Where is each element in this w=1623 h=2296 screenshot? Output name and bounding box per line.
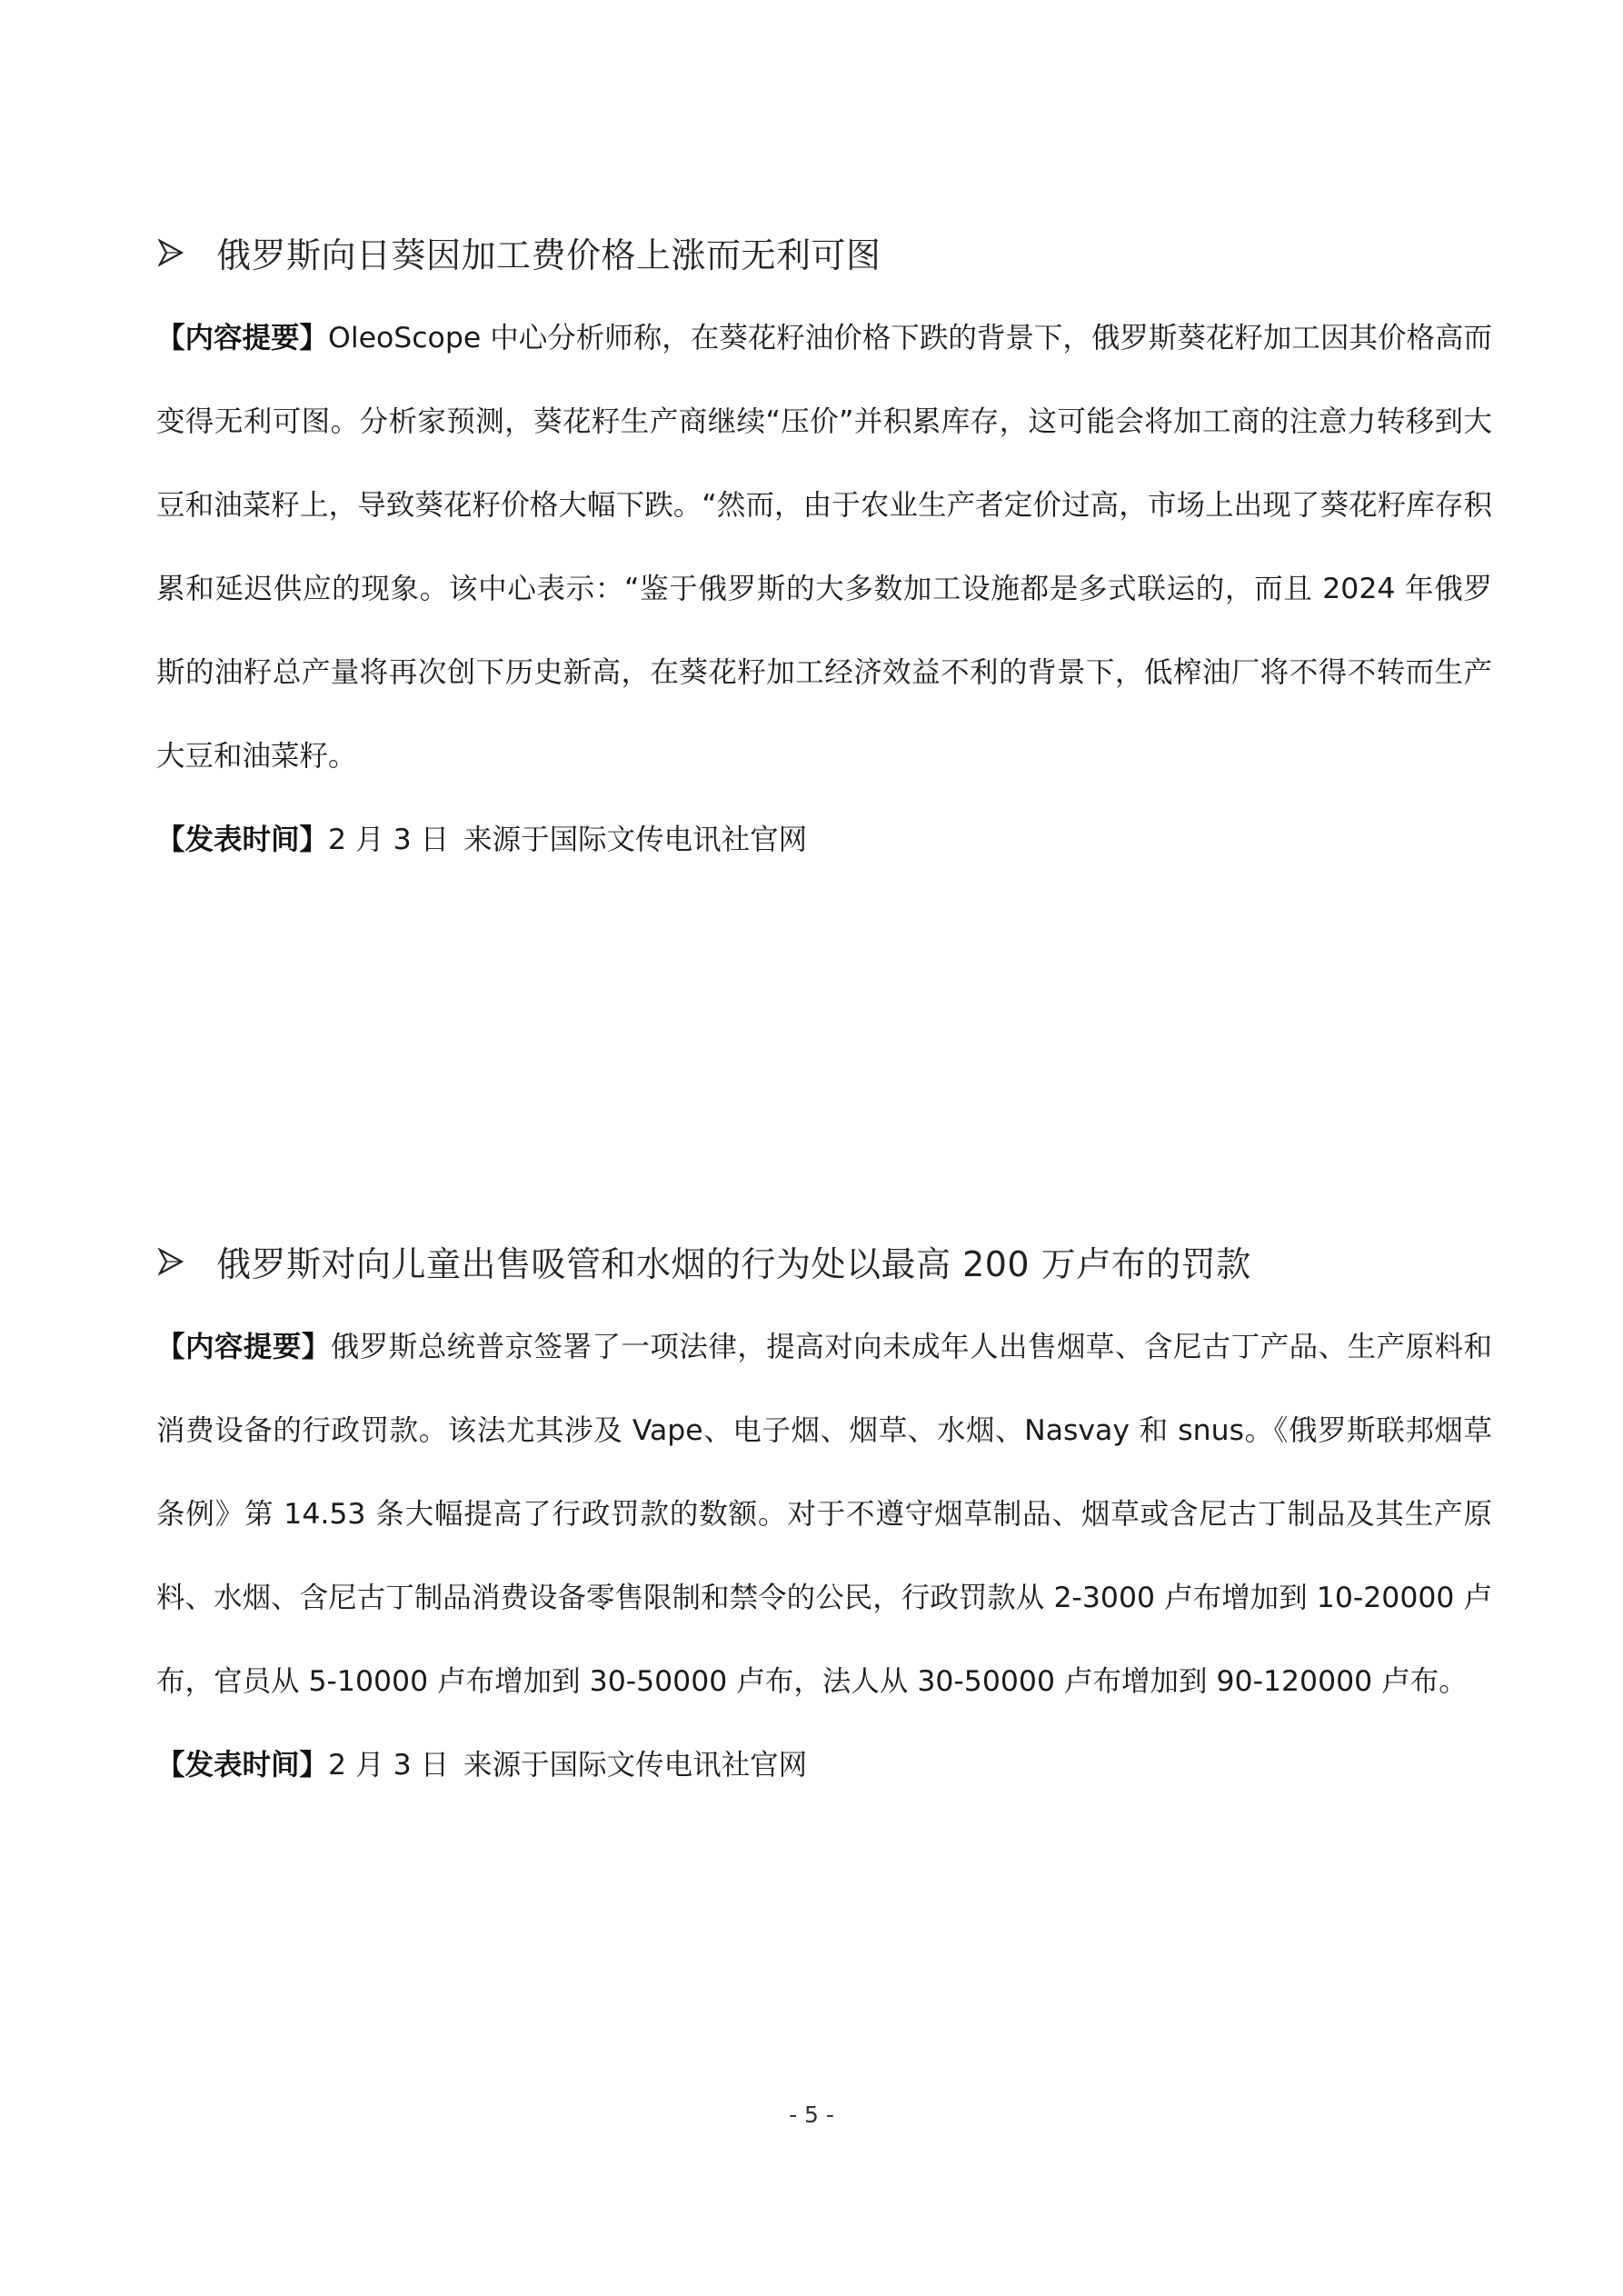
arrowhead-bullet-icon <box>158 239 184 266</box>
arrowhead-bullet-icon <box>158 1248 184 1275</box>
source-text: 来源于国际文传电讯社官网 <box>463 1749 808 1782</box>
summary-label: 【内容提要】 <box>156 322 329 354</box>
publish-date: 2 月 3 日 <box>328 824 450 856</box>
news-article-1 <box>156 218 1492 882</box>
summary-text: OleoScope 中心分析师称，在葵花籽油价格下跌的背景下，俄罗斯葵花籽加工因其价格高而变得无利可图。分析家预测，葵花籽生产商继续“压价”并积累库存，这可能会将加工商的注意力转移到大豆和油菜籽上，导致葵花籽价格大幅下跌。“然而，由于农业生产者定价过高，市场上出现了葵花籽库存积累和延迟供应的现象。该中心表示：“鉴于俄罗斯的大多数加工设施都是多式联运的，而且 2024 年俄罗斯的油籽总产量将再次创下历史新高，在葵花籽加工经济效益不利的背景下，低榨油厂将不得不转而生产大豆和油菜籽。 <box>156 322 1492 773</box>
date-label: 【发表时间】 <box>156 1749 329 1782</box>
article-meta <box>156 798 1492 882</box>
summary-text: 俄罗斯总统普京签署了一项法律，提高对向未成年人出售烟草、含尼古丁产品、生产原料和消费设备的行政罚款。该法尤其涉及 Vape、电子烟、烟草、水烟、Nasvay 和 snus。《俄罗斯联邦烟草条例》第 14.53 条大幅提高了行政罚款的数额。对于不遵守烟草制品、烟草或含尼古丁制品及其生产原料、水烟、含尼古丁制品消费设备零售限制和禁令的公民，行政罚款从 2-3000 卢布增加到 10-20000 卢布，官员从 5-10000 卢布增加到 30-50000 卢布，法人从 30-50000 卢布增加到 90-120000 卢布。 <box>156 1331 1492 1698</box>
headline-text: 俄罗斯对向儿童出售吸管和水烟的行为处以最高 200 万卢布的罚款 <box>216 1243 1251 1284</box>
article-meta <box>156 1723 1492 1807</box>
page-number: - 5 - <box>789 2101 834 2128</box>
summary-label: 【内容提要】 <box>156 1331 331 1363</box>
headline-text: 俄罗斯向日葵因加工费价格上涨而无利可图 <box>216 235 881 275</box>
article-summary <box>156 1305 1492 1723</box>
date-label: 【发表时间】 <box>156 824 329 856</box>
article-headline <box>156 1227 1492 1294</box>
article-headline <box>156 218 1492 285</box>
publish-date: 2 月 3 日 <box>328 1749 450 1782</box>
article-summary <box>156 296 1492 798</box>
source-text: 来源于国际文传电讯社官网 <box>463 824 808 856</box>
news-article-2 <box>156 1227 1492 1807</box>
